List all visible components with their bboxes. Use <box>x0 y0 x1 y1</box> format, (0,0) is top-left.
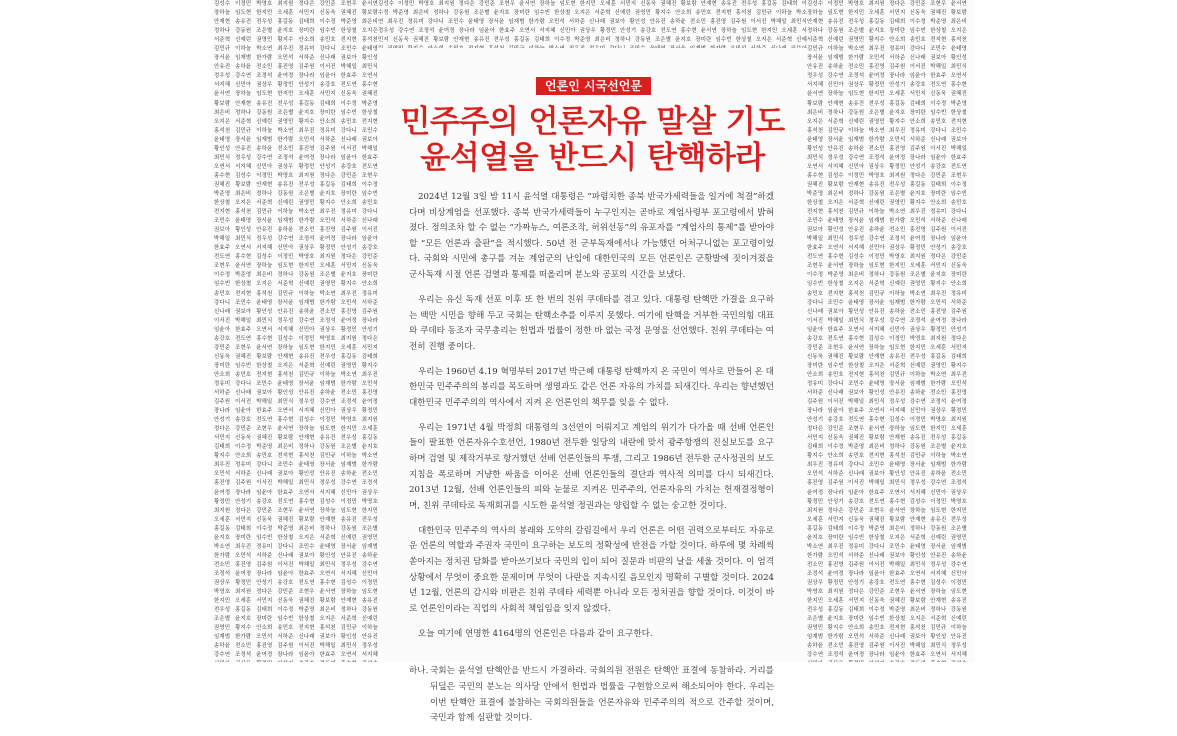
paragraph: 오늘 여기에 연명한 4164명의 언론인은 다음과 같이 요구한다. <box>418 628 653 639</box>
signatory-list-right: 김성수 이정민 박영호 최지원 정다은 강민준 조현우 윤서연 장하늘 임도현 한지민 오세훈 서민지 신동욱 권혜진 황보람 안재현 송유진 전우성 홍길동 김태희 이수정 박준영 최은비 정하나 강동원 조은별 윤지호 장미란 임수빈 한상철 오지은 서준혁 신예린 권영민 황지수 안소희 송민호 전지현 홍석천 김민규 이하늘 박소연 최우진 정유미 강다니 조민수 윤태영 장서윤 임재범 한가람 오민석 서하준 신나래 권보아 황인성 안유진 송하윤 전소민 홍진영 김주원 이서진 박해일 최민식 정우성 강수연 조정석 윤여정 장나라 임윤아 한효주 오연서 서지혜 신민아 권상우 황정민 안성기 송강호 전도연 홍수현 윤서연 장하늘 임도현 한지민 오세훈 서민지 신동욱 권혜진 황보람 안재현 송유진 전우성 홍길동 김태희 이수정 박준영 최은비 정하나 강동원 조은별 윤지호 장미란 임수빈 한상철 오지은 서준혁 신예린 권영민 황지수 안소희 송민호 전지현 홍석천 김민규 이하늘 박소연 최우진 정유미 강다니 조민수 윤태영 장서윤 임재범 한가람 오민석 서하준 신나래 권보아 황인성 안유진 송하윤 전소민 홍진영 김주원 이서진 박해일 최민식 정우성 강수연 조정석 윤여정 장나라 임윤아 한효주 오연서 서지혜 신민아 권상우 황정민 안성기 송강호 전도연 홍수현 김성수 이정민 박영호 최지원 정다은 강민준 조현우 권혜진 황보람 안재현 송유진 전우성 홍길동 김태희 이수정 박준영 최은비 정하나 강동원 조은별 윤지호 장미란 임수빈 한상철 오지은 서준혁 신예린 권영민 황지수 안소희 송민호 전지현 홍석천 김민규 이하늘 박소연 최우진 정유미 강다니 조민수 윤태영 장서윤 임재범 한가람 오민석 서하준 신나래 권보아 황인성 안유진 송하윤 전소민 홍진영 김주원 이서진 박해일 최민식 정우성 강수연 조정석 윤여정 장나라 임윤아 한효주 오연서 서지혜 신민아 권상우 황정민 안성기 송강호 전도연 홍수현 김성수 이정민 박영호 최지원 정다은 강민준 조현우 윤서연 장하늘 임도현 한지민 오세훈 서민지 신동욱 이수정 박준영 최은비 정하나 강동원 조은별 윤지호 장미란 임수빈 한상철 오지은 서준혁 신예린 권영민 황지수 안소희 송민호 전지현 홍석천 김민규 이하늘 박소연 최우진 정유미 강다니 조민수 윤태영 장서윤 임재범 한가람 오민석 서하준 신나래 권보아 황인성 안유진 송하윤 전소민 홍진영 김주원 이서진 박해일 최민식 정우성 강수연 조정석 윤여정 장나라 임윤아 한효주 오연서 서지혜 신민아 권상우 황정민 안성기 송강호 전도연 홍수현 김성수 이정민 박영호 최지원 정다은 강민준 조현우 윤서연 장하늘 임도현 한지민 오세훈 서민지 신동욱 권혜진 황보람 안재현 송유진 전우성 홍길동 김태희 장미란 임수빈 한상철 오지은 서준혁 신예린 권영민 황지수 안소희 송민호 전지현 홍석천 김민규 이하늘 박소연 최우진 정유미 강다니 조민수 윤태영 장서윤 임재범 한가람 오민석 서하준 신나래 권보아 황인성 안유진 송하윤 전소민 홍진영 김주원 이서진 박해일 최민식 정우성 강수연 조정석 윤여정 장나라 임윤아 한효주 오연서 서지혜 신민아 권상우 황정민 안성기 송강호 전도연 홍수현 김성수 이정민 박영호 최지원 정다은 강민준 조현우 윤서연 장하늘 임도현 한지민 오세훈 서민지 신동욱 권혜진 황보람 안재현 송유진 전우성 홍길동 김태희 이수정 박준영 최은비 정하나 강동원 조은별 윤지호 황지수 안소희 송민호 전지현 홍석천 김민규 이하늘 박소연 최우진 정유미 강다니 조민수 윤태영 장서윤 임재범 한가람 오민석 서하준 신나래 권보아 황인성 안유진 송하윤 전소민 홍진영 김주원 이서진 박해일 최민식 정우성 강수연 조정석 윤여정 장나라 임윤아 한효주 오연서 서지혜 신민아 권상우 황정민 안성기 송강호 전도연 홍수현 김성수 이정민 박영호 최지원 정다은 강민준 조현우 윤서연 장하늘 임도현 한지민 오세훈 서민지 신동욱 권혜진 황보람 안재현 송유진 전우성 홍길동 김태희 이수정 박준영 최은비 정하나 강동원 조은별 윤지호 장미란 임수빈 한상철 오지은 서준혁 신예린 권영민 박소연 최우진 정유미 강다니 조민수 윤태영 장서윤 임재범 한가람 오민석 서하준 신나래 권보아 황인성 안유진 송하윤 전소민 홍진영 김주원 이서진 박해일 최민식 정우성 강수연 조정석 윤여정 장나라 임윤아 한효주 오연서 서지혜 신민아 권상우 황정민 안성기 송강호 전도연 홍수현 김성수 이정민 박영호 최지원 정다은 강민준 조현우 윤서연 장하늘 임도현 한지민 오세훈 서민지 신동욱 권혜진 황보람 안재현 송유진 전우성 홍길동 김태희 이수정 박준영 최은비 정하나 강동원 조은별 윤지호 장미란 임수빈 한상철 오지은 서준혁 신예린 권영민 황지수 안소희 송민호 전지현 홍석천 김민규 이하늘 임재범 한가람 오민석 서하준 신나래 권보아 황인성 안유진 송하윤 전소민 홍진영 김주원 이서진 박해일 최민식 정우성 강수연 조정석 윤여정 장나라 임윤아 한효주 오연서 서지혜 <box>807 1 967 659</box>
demand-text: 국회는 윤석열 탄핵안을 반드시 가결하라. 국회의원 전원은 탄핵안 표결에 동참하라. 거리를 뒤덮은 국민의 분노는 의사당 안에서 헌법과 법률을 구현함으로써 해소되어야 한다. 우리는 이번 탄핵안 표결에 불참하는 국회의원들을 언론자유와 민주주의의 적으로 간주할 것이며, 국민과 함께 심판할 것이다. <box>430 666 774 724</box>
paragraph: 우리는 유신 독재 선포 이후 또 한 번의 친위 쿠데타를 겪고 있다. 대통령 탄핵만 가결을 요구하는 백만 시민을 향해 두고 국회는 탄핵소추를 이루지 못했다. 여기에 탄핵을 거부한 국민의힘 대표와 쿠데타 동조자 국무총리는 헌법과 법률이 정한 바 없는 국정 운영을 선언했다. 친위 쿠데타는 여전히 진행 중이다. <box>409 294 774 352</box>
signatory-list-top: 김성수 이정민 박영호 최지원 정다은 강민준 조현우 윤서연 장하늘 임도현 한지민 오세훈 서민지 신동욱 권혜진 황보람 안재현 송유진 전우성 홍길동 김태희 이수정 박준영 최은비 정하나 강동원 조은별 윤지호 장미란 임수빈 한상철 오지은 서준혁 신예린 권영민 황지수 안소희 송민호 전지현 홍석천 김민규 이하늘 박소연 최우진 정유미 강다니 조민수 윤태영 장서윤 임재범 한가람 오민석 서하준 신나래 권보아 황인성 안유진 송하윤 전소민 홍진영 김주원 이서진 박해일 최민식 정우성 강수연 조정석 윤여정 장나라 임윤아 한효주 오연서 서지혜 신민아 권상우 황정민 안성기 송강호 전도연 홍수현 윤서연 장하늘 임도현 한지민 오세훈 서민지 신동욱 권혜진 황보람 안재현 송유진 전우성 홍길동 김태희 이수정 박준영 최은비 정하나 강동원 조은별 윤지호 장미란 임수빈 한상철 오지은 서준혁 신예 <box>378 1 807 44</box>
paragraph: 우리는 1971년 4월 박정희 대통령의 3선연이 이뤄지고 계엄의 위기가 다가올 때 선배 언론인들이 팔표한 언론자유수호선언, 1980년 전두환 일당의 내란에 맞서 광주항쟁의 진실보도를 요구하며 검열 및 제작거부로 항거했던 선배 언론인들의 투쟁, 그리고 1986년 전두환 군사정권의 보도지침을 폭로하며 거냥한 싸움을 이어온 선배 언론인들의 결단과 역사적 의미를 다시 되새긴다. 2013년 12월, 선배 언론인들의 피와 눈물로 지켜온 민주주의, 언론자유의 가치는 헌재결정형이며, 친위 쿠데타로 독재회귀를 시도한 윤석열 정권과는 양립할 수 없는 숭고한 것이다. <box>409 422 774 511</box>
paragraph: 우리는 1960년 4.19 혁명부터 2017년 박근혜 대통령 탄핵까지 온 국민이 역사로 만들어 온 대한민국 민주주의의 봉리를 목도하며 생명과도 같은 언론 자유의 가치를 되새긴다. 우리는 향년했던 대한민국 민주주의의 역사에서 지켜 온 언론인의 책무를 잊을 수 없다. <box>409 366 774 408</box>
section-badge: 언론인 시국선언문 <box>536 77 651 95</box>
paragraph: 2024년 12월 3일 밤 11시 윤석열 대통령은 “파렴치한 종북 반국가세력들을 일거에 척결”하겠다며 비상계엄을 선포했다. 종북 반국가세력들이 누구인지는 곧바로 계엄사령부 포고령에서 밝혀졌다. 정의조차 할 수 없는 “가짜뉴스, 여론조작, 허위선동”의 유포자를 “계엄사의 통제”를 받아야 할 “모든 언론과 출판”을 적시했다. 50년 전 군부독재에서나 가능했던 어처구니없는 포고령이었다. 국회와 시민에 총구를 겨눈 계엄군의 난입에 대한민국의 모든 언론인은 군홧발에 짓이겨졌을 군사독재 시절 언론 검열과 통제를 떠올리며 분노와 공포의 시간을 보냈다. <box>409 192 774 280</box>
signatory-list-left: 김성수 이정민 박영호 최지원 정다은 강민준 조현우 윤서연 장하늘 임도현 한지민 오세훈 서민지 신동욱 권혜진 황보람 안재현 송유진 전우성 홍길동 김태희 이수정 박준영 최은비 정하나 강동원 조은별 윤지호 장미란 임수빈 한상철 오지은 서준혁 신예린 권영민 황지수 안소희 송민호 전지현 홍석천 김민규 이하늘 박소연 최우진 정유미 강다니 조민수 윤태영 장서윤 임재범 한가람 오민석 서하준 신나래 권보아 황인성 안유진 송하윤 전소민 홍진영 김주원 이서진 박해일 최민식 정우성 강수연 조정석 윤여정 장나라 임윤아 한효주 오연서 서지혜 신민아 권상우 황정민 안성기 송강호 전도연 홍수현 윤서연 장하늘 임도현 한지민 오세훈 서민지 신동욱 권혜진 황보람 안재현 송유진 전우성 홍길동 김태희 이수정 박준영 최은비 정하나 강동원 조은별 윤지호 장미란 임수빈 한상철 오지은 서준혁 신예린 권영민 황지수 안소희 송민호 전지현 홍석천 김민규 이하늘 박소연 최우진 정유미 강다니 조민수 윤태영 장서윤 임재범 한가람 오민석 서하준 신나래 권보아 황인성 안유진 송하윤 전소민 홍진영 김주원 이서진 박해일 최민식 정우성 강수연 조정석 윤여정 장나라 임윤아 한효주 오연서 서지혜 신민아 권상우 황정민 안성기 송강호 전도연 홍수현 김성수 이정민 박영호 최지원 정다은 강민준 조현우 권혜진 황보람 안재현 송유진 전우성 홍길동 김태희 이수정 박준영 최은비 정하나 강동원 조은별 윤지호 장미란 임수빈 한상철 오지은 서준혁 신예린 권영민 황지수 안소희 송민호 전지현 홍석천 김민규 이하늘 박소연 최우진 정유미 강다니 조민수 윤태영 장서윤 임재범 한가람 오민석 서하준 신나래 권보아 황인성 안유진 송하윤 전소민 홍진영 김주원 이서진 박해일 최민식 정우성 강수연 조정석 윤여정 장나라 임윤아 한효주 오연서 서지혜 신민아 권상우 황정민 안성기 송강호 전도연 홍수현 김성수 이정민 박영호 최지원 정다은 강민준 조현우 윤서연 장하늘 임도현 한지민 오세훈 서민지 신동욱 이수정 박준영 최은비 정하나 강동원 조은별 윤지호 장미란 임수빈 한상철 오지은 서준혁 신예린 권영민 황지수 안소희 송민호 전지현 홍석천 김민규 이하늘 박소연 최우진 정유미 강다니 조민수 윤태영 장서윤 임재범 한가람 오민석 서하준 신나래 권보아 황인성 안유진 송하윤 전소민 홍진영 김주원 이서진 박해일 최민식 정우성 강수연 조정석 윤여정 장나라 임윤아 한효주 오연서 서지혜 신민아 권상우 황정민 안성기 송강호 전도연 홍수현 김성수 이정민 박영호 최지원 정다은 강민준 조현우 윤서연 장하늘 임도현 한지민 오세훈 서민지 신동욱 권혜진 황보람 안재현 송유진 전우성 홍길동 김태희 장미란 임수빈 한상철 오지은 서준혁 신예린 권영민 황지수 안소희 송민호 전지현 홍석천 김민규 이하늘 박소연 최우진 정유미 강다니 조민수 윤태영 장서윤 임재범 한가람 오민석 서하준 신나래 권보아 황인성 안유진 송하윤 전소민 홍진영 김주원 이서진 박해일 최민식 정우성 강수연 조정석 윤여정 장나라 임윤아 한효주 오연서 서지혜 신민아 권상우 황정민 안성기 송강호 전도연 홍수현 김성수 이정민 박영호 최지원 정다은 강민준 조현우 윤서연 장하늘 임도현 한지민 오세훈 서민지 신동욱 권혜진 황보람 안재현 송유진 전우성 홍길동 김태희 이수정 박준영 최은비 정하나 강동원 조은별 윤지호 황지수 안소희 송민호 전지현 홍석천 김민규 이하늘 박소연 최우진 정유미 강다니 조민수 윤태영 장서윤 임재범 한가람 오민석 서하준 신나래 권보아 황인성 안유진 송하윤 전소민 홍진영 김주원 이서진 박해일 최민식 정우성 강수연 조정석 윤여정 장나라 임윤아 한효주 오연서 서지혜 신민아 권상우 황정민 안성기 송강호 전도연 홍수현 김성수 이정민 박영호 최지원 정다은 강민준 조현우 윤서연 장하늘 임도현 한지민 오세훈 서민지 신동욱 권혜진 황보람 안재현 송유진 전우성 홍길동 김태희 이수정 박준영 최은비 정하나 강동원 조은별 윤지호 장미란 임수빈 한상철 오지은 서준혁 신예린 권영민 박소연 최우진 정유미 강다니 조민수 윤태영 장서윤 임재범 한가람 오민석 서하준 신나래 권보아 황인성 안유진 송하윤 전소민 홍진영 김주원 이서진 박해일 최민식 정우성 강수연 조정석 윤여정 장나라 임윤아 한효주 오연서 서지혜 신민아 권상우 황정민 안성기 송강호 전도연 홍수현 김성수 이정민 박영호 최지원 정다은 강민준 조현우 윤서연 장하늘 임도현 한지민 오세훈 서민지 신동욱 권혜진 황보람 안재현 송유진 전우성 홍길동 김태희 이수정 박준영 최은비 정하나 강동원 조은별 윤지호 장미란 임수빈 한상철 오지은 서준혁 신예린 권영민 황지수 안소희 송민호 전지현 홍석천 김민규 이하늘 임재범 한가람 오민석 서하준 신나래 권보아 황인성 안유진 송하윤 전소민 홍진영 김주원 이서진 박해일 최민식 정우성 강수연 조정석 윤여정 장나라 임윤아 한효주 오연서 서지혜 <box>214 1 378 659</box>
demand-item <box>409 664 774 726</box>
headline-line-2: 윤석열을 반드시 탄핵하라 <box>420 140 765 176</box>
declaration-column <box>380 48 805 724</box>
headline-line-1: 민주주의 언론자유 말살 기도 <box>400 104 785 140</box>
paragraph: 대한민국 민주주의 역사의 봉래와 도약의 갈림길에서 우리 언론은 어떤 권력으로부터도 자유로운 언론의 역할과 주권자 국민이 요구하는 보도의 정확성에 반전을 가할 것이다. 하루에 몇 차례씩 쏟아지는 정치권 담화를 받아쓰기보다 국민의 입이 되어 질문과 비판의 날을 세울 것이다. 이 엄격 상황에서 무엇이 중요한 문제이며 무엇이 나란을 지속시킬 음모인지 명확히 구별할 것이다. 2024년 12월, 언론의 감시와 비판은 친위 쿠데타 세력뿐 아니라 모든 정치권을 향할 것이다. 이것이 바로 언론인이라는 직업의 사회적 책임임을 잊지 않겠다. <box>409 525 774 614</box>
demand-label: 하나. <box>409 666 429 677</box>
declaration-body <box>409 190 774 736</box>
